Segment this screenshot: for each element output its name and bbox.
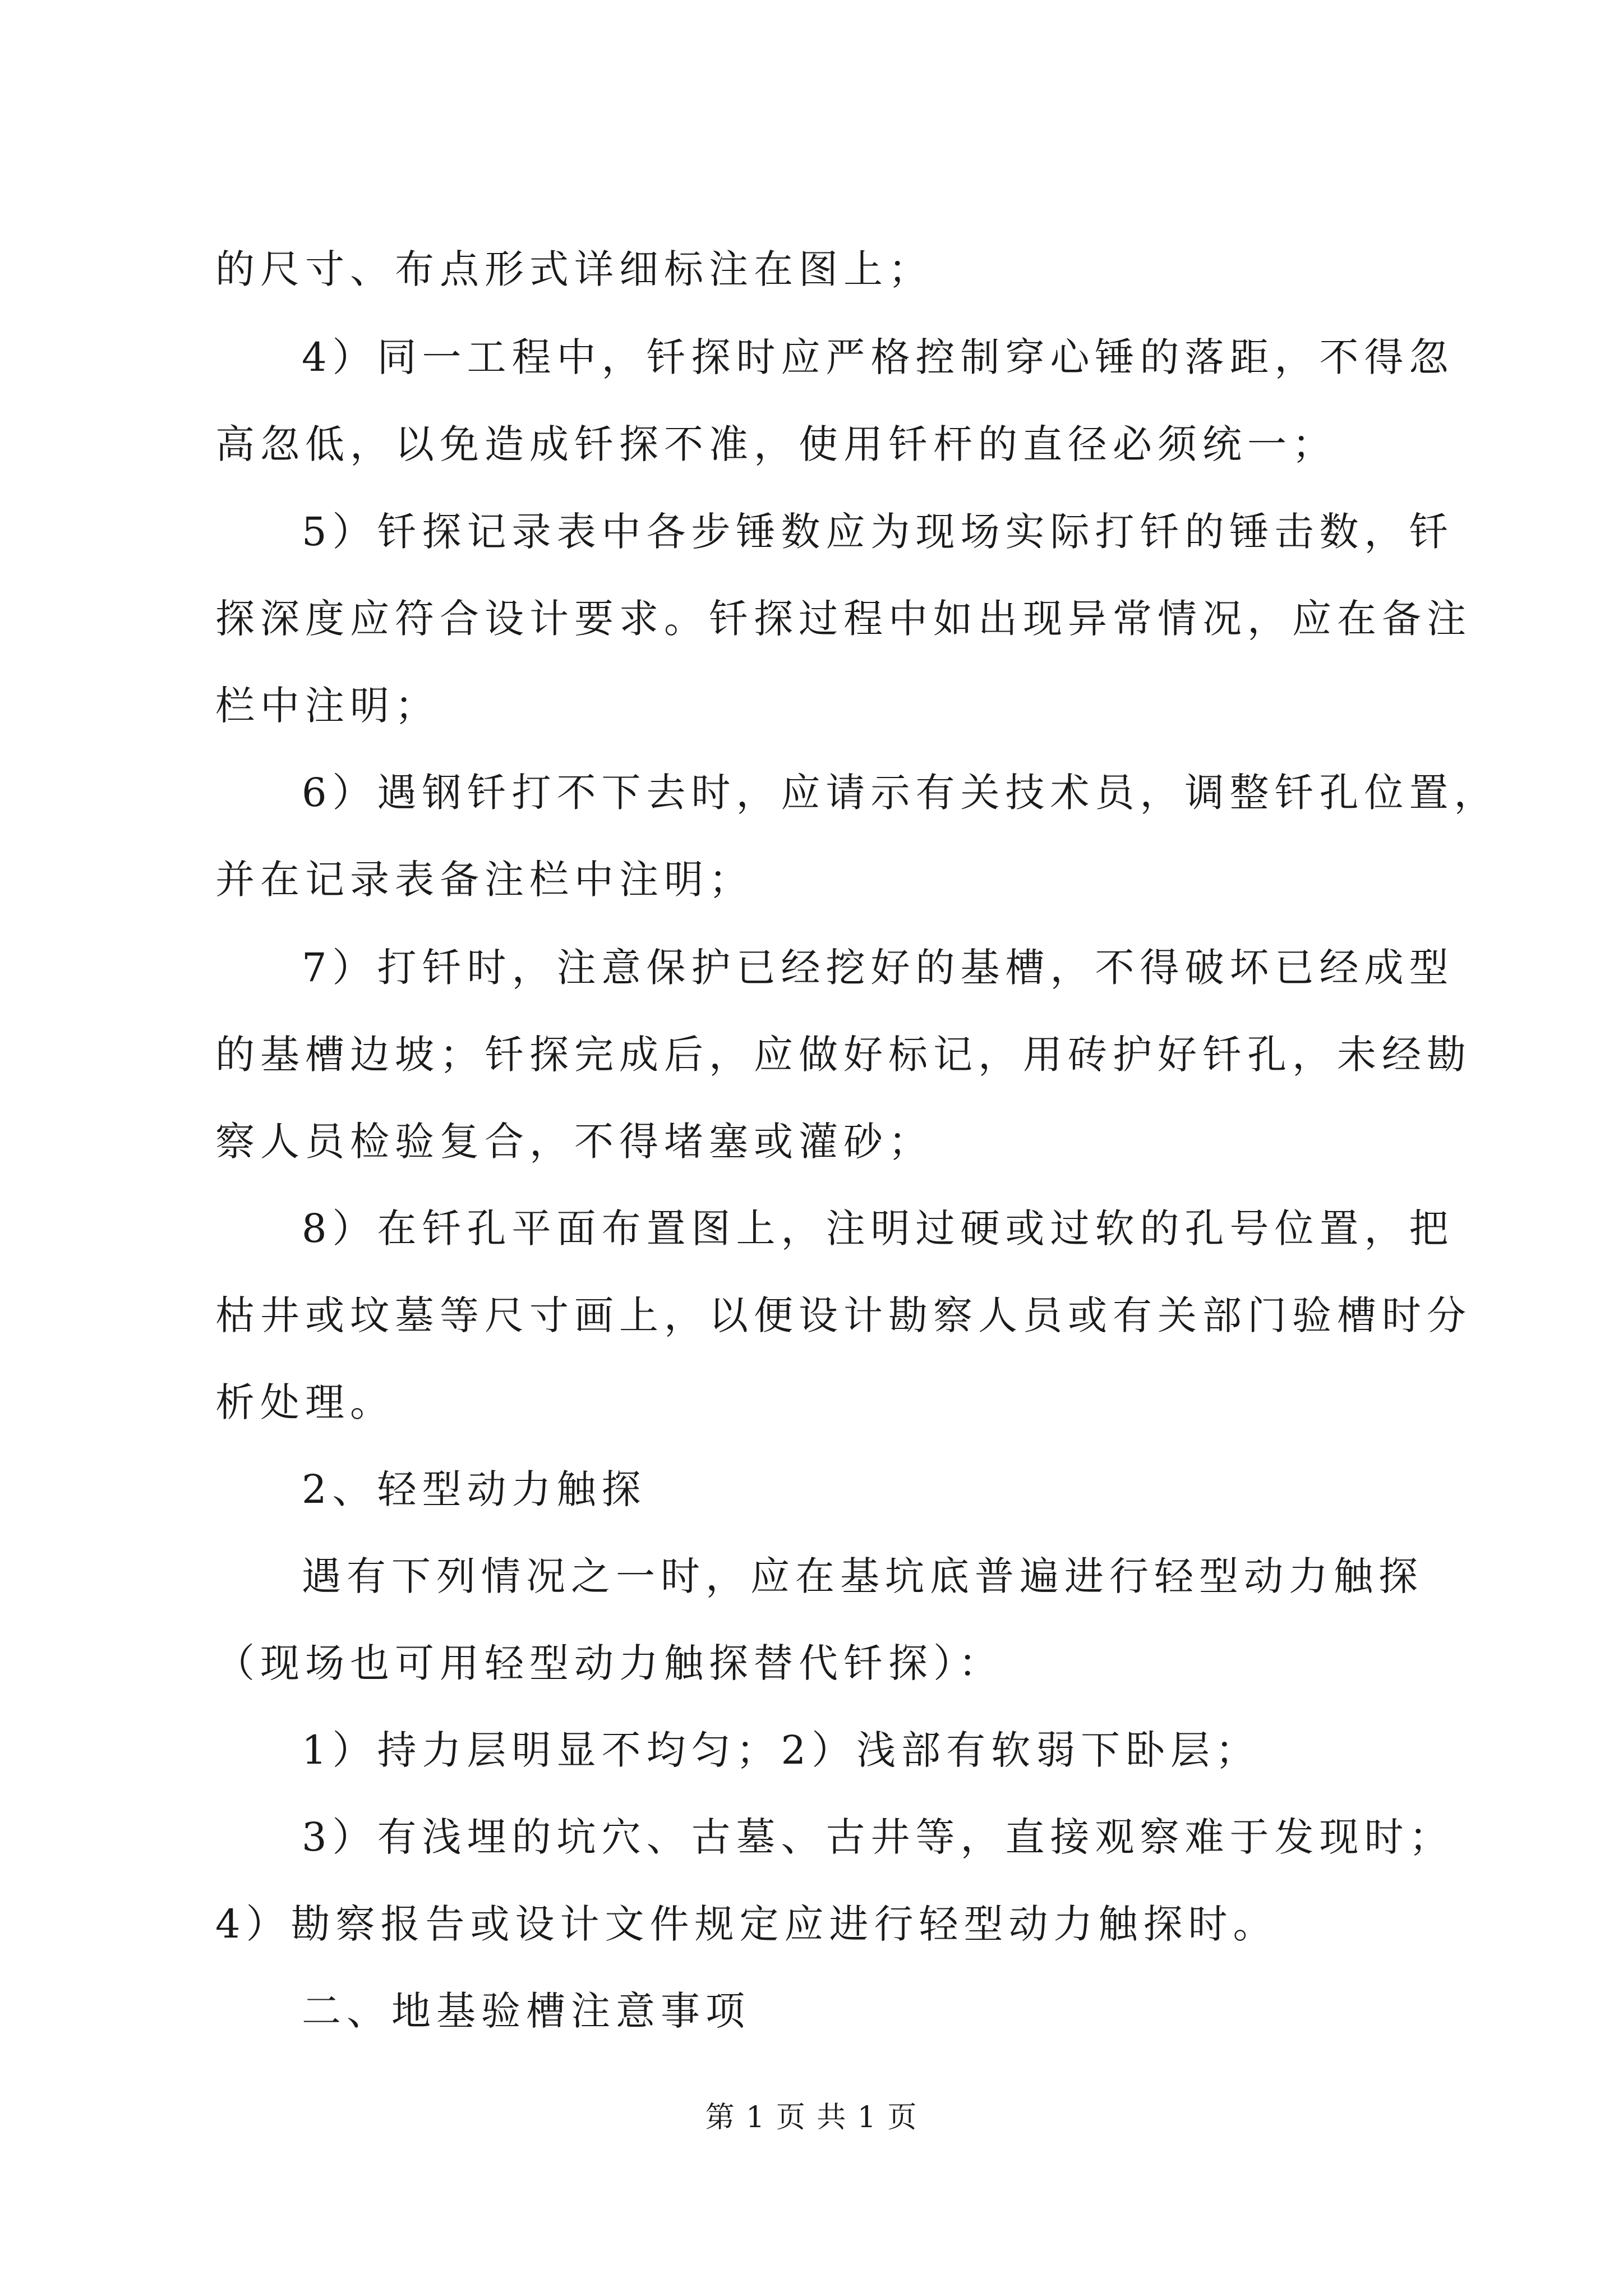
text-line: 高忽低，以免造成钎探不准，使用钎杆的直径必须统一；	[215, 421, 1337, 467]
text-line: 的基槽边坡；钎探完成后，应做好标记，用砖护好钎孔，未经勘	[215, 1032, 1472, 1078]
text-line: 析处理。	[215, 1379, 395, 1425]
section-heading: 二、地基验槽注意事项	[302, 1988, 750, 2034]
text-line: 4）勘察报告或设计文件规定应进行轻型动力触探时。	[215, 1901, 1278, 1947]
text-line: 枯井或坟墓等尺寸画上，以便设计勘察人员或有关部门验槽时分	[215, 1292, 1472, 1338]
page-footer: 第 1 页 共 1 页	[705, 2101, 918, 2134]
text-line: 5）钎探记录表中各步锤数应为现场实际打钎的锤击数，钎	[302, 509, 1454, 555]
text-line: 3）有浅埋的坑穴、古墓、古井等，直接观察难于发现时；	[302, 1814, 1454, 1860]
text-line: 7）打钎时，注意保护已经挖好的基槽，不得破坏已经成型	[302, 945, 1454, 991]
text-line: 1）持力层明显不均匀；2）浅部有软弱下卧层；	[302, 1727, 1261, 1773]
text-line: 6）遇钢钎打不下去时，应请示有关技术员，调整钎孔位置，	[302, 770, 1499, 816]
text-line: 察人员检验复合，不得堵塞或灌砂；	[215, 1119, 933, 1165]
text-line: 8）在钎孔平面布置图上，注明过硬或过软的孔号位置，把	[302, 1205, 1454, 1251]
text-line: 探深度应符合设计要求。钎探过程中如出现异常情况，应在备注	[215, 596, 1472, 642]
section-heading: 2、轻型动力触探	[302, 1466, 647, 1512]
text-line: 遇有下列情况之一时，应在基坑底普遍进行轻型动力触探	[302, 1553, 1423, 1599]
text-line: 4）同一工程中，钎探时应严格控制穿心锤的落距，不得忽	[302, 334, 1454, 380]
text-line: 的尺寸、布点形式详细标注在图上；	[215, 246, 933, 292]
text-line: 栏中注明；	[215, 683, 440, 729]
text-line: （现场也可用轻型动力触探替代钎探）：	[215, 1640, 1003, 1686]
text-line: 并在记录表备注栏中注明；	[215, 857, 754, 903]
